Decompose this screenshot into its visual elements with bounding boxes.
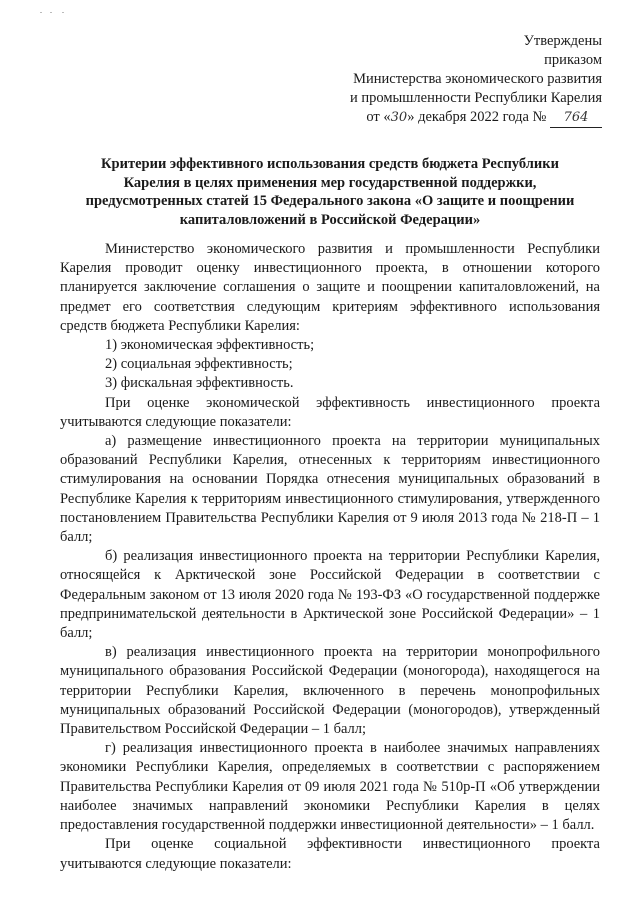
item-g: г) реализация инвестиционного проекта в наиболее значимых направлениях экономики Республики Карелия, определяемых в соответствии с распоряжением Правительства Республики Карелия от 09 июля 2021 года № 510р-П «Об утверждении наиболее значимых направлений экономики Республики Карелия в целях предоставления государственной поддержки инвестиционной деятельности» – 1 балл. bbox=[60, 740, 600, 834]
date-day: 30 bbox=[390, 110, 408, 125]
item-a: а) размещение инвестиционного проекта на территории муниципальных образований Республики Карелия, отнесенных к территориям инвестиционного стимулирования на основании Порядка отнесения муниципальных образований в Республике Карелия к территориям инвестиционного стимулирования, утвержденного постановлением Правительства Республики Карелия от 9 июля 2013 года № 218-П – 1 балл; bbox=[60, 433, 600, 546]
title-line-1: Критерии эффективного использования средств бюджета Республики bbox=[101, 156, 559, 172]
economic-intro: При оценке экономической эффективность инвестиционного проекта учитываются следующие показатели: bbox=[60, 394, 600, 430]
social-intro: При оценке социальной эффективности инвестиционного проекта учитываются следующие показатели: bbox=[60, 836, 600, 872]
criterion-2: 2) социальная эффективность; bbox=[105, 356, 293, 373]
order-number: 764 bbox=[550, 108, 602, 128]
title-line-2: Карелия в целях применения мер государственной поддержки, bbox=[123, 174, 537, 191]
title-line-3: предусмотренных статей 15 Федерального закона «О защите и поощрении bbox=[85, 193, 575, 209]
document-body bbox=[60, 240, 600, 874]
date-suffix: » декабря 2022 года № bbox=[407, 109, 547, 125]
criterion-3: 3) фискальная эффективность. bbox=[105, 375, 294, 392]
date-prefix: от « bbox=[366, 109, 391, 125]
document-title bbox=[60, 155, 600, 229]
approval-line-3: Министерства экономического развития bbox=[353, 71, 602, 87]
approval-block bbox=[350, 32, 602, 128]
criterion-1: 1) экономическая эффективность; bbox=[105, 337, 315, 354]
approval-date-line bbox=[350, 108, 602, 128]
item-v: в) реализация инвестиционного проекта на территории монопрофильного муниципального образования Российской Федерации (моногорода), находящегося на территории Республики Карелия, включенного в перечень монопрофильных муниципальных образований Российской Федерации (моногородов), утвержденный Правительством Российской Федерации – 1 балл; bbox=[60, 644, 600, 738]
approval-line-4: и промышленности Республики Карелия bbox=[349, 90, 602, 106]
item-b: б) реализация инвестиционного проекта на территории Республики Карелия, относящейся к Арктической зоне Российской Федерации в соответствии с Федеральным законом от 13 июля 2020 года № 193-ФЗ «О государственной поддержке предпринимательской деятельности в Арктической зоне Российской Федерации» – 1 балл; bbox=[60, 548, 600, 642]
approval-line-2: приказом bbox=[544, 52, 602, 68]
title-line-4: капиталовложений в Российской Федерации» bbox=[179, 211, 481, 228]
scan-marks bbox=[40, 8, 70, 16]
approval-line-1: Утверждены bbox=[523, 33, 602, 49]
intro-paragraph: Министерство экономического развития и промышленности Республики Карелия проводит оценку инвестиционного проекта, в отношении которого планируется заключение соглашения о защите и поощрении капиталовложений, на предмет его соответствия следующим критериям эффективного использования средств бюджета Республики Карелия: bbox=[60, 241, 600, 334]
